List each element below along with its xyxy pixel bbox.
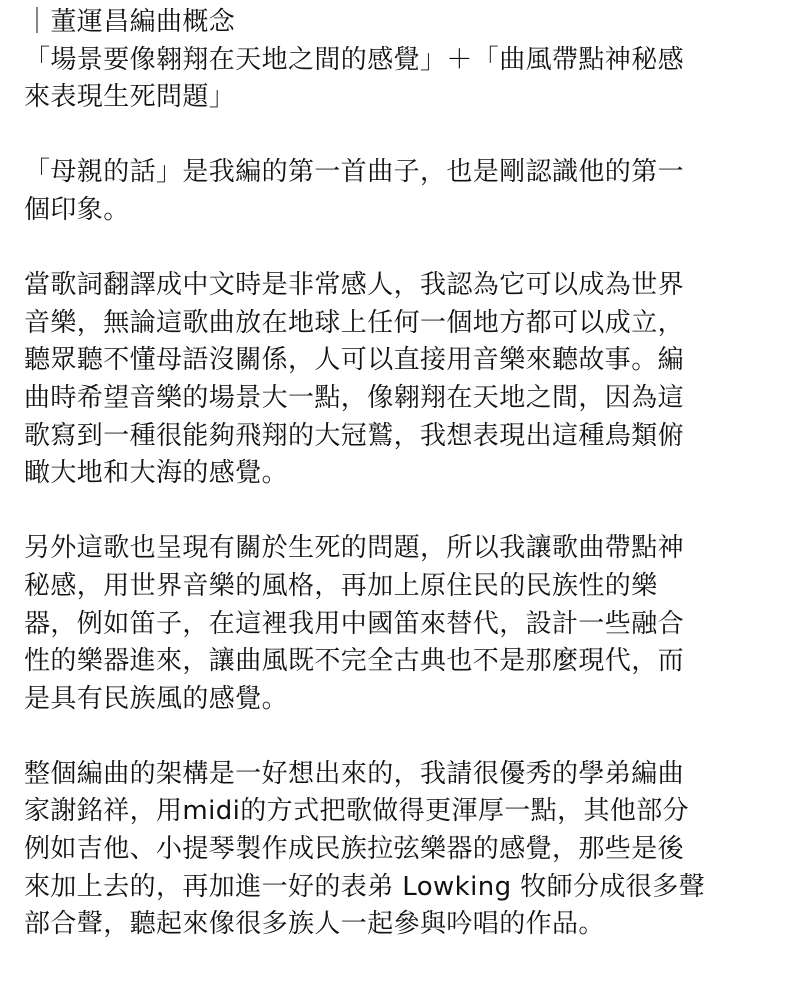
- article: [24, 4, 794, 944]
- paragraph-spacer: [24, 117, 794, 155]
- article-subheading-line: 「場景要像翱翔在天地之間的感覺」＋「曲風帶點神秘感: [24, 44, 685, 75]
- article-subheading-line: 來表現生死問題」: [24, 82, 236, 113]
- paragraph-line: 瞰大地和大海的感覺。: [24, 458, 289, 489]
- paragraph-line: 聽眾聽不懂母語沒關係，人可以直接用音樂來聽故事。編: [24, 345, 685, 376]
- paragraph-line: 「母親的話」是我編的第一首曲子，也是剛認識他的第一: [24, 157, 685, 188]
- paragraph-line: 音樂，無論這歌曲放在地球上任何一個地方都可以成立，: [24, 307, 685, 338]
- paragraph-line: 個印象。: [24, 194, 130, 225]
- article-heading: ｜董運昌編曲概念: [24, 7, 236, 37]
- paragraph-line: 器，例如笛子，在這裡我用中國笛來替代，設計一些融合: [24, 608, 685, 639]
- paragraph-spacer: [24, 493, 794, 531]
- paragraph-line: 另外這歌也呈現有關於生死的問題，所以我讓歌曲帶點神: [24, 533, 685, 564]
- paragraph-spacer: [24, 230, 794, 268]
- paragraph-line: 家謝銘祥，用midi的方式把歌做得更渾厚一點，其他部分: [24, 796, 690, 827]
- paragraph-line: 曲時希望音樂的場景大一點，像翱翔在天地之間，因為這: [24, 382, 685, 413]
- paragraph-line: 部合聲，聽起來像很多族人一起參與吟唱的作品。: [24, 909, 605, 940]
- paragraph-line: 來加上去的，再加進一好的表弟 Lowking 牧師分成很多聲: [24, 871, 705, 902]
- paragraph-spacer: [24, 718, 794, 756]
- paragraph: [24, 267, 794, 493]
- paragraph-line: 例如吉他、小提琴製作成民族拉弦樂器的感覺，那些是後: [24, 834, 685, 865]
- paragraph-line: 當歌詞翻譯成中文時是非常感人，我認為它可以成為世界: [24, 270, 685, 301]
- paragraph-line: 秘感，用世界音樂的風格，再加上原住民的民族性的樂: [24, 570, 658, 601]
- paragraph-line: 整個編曲的架構是一好想出來的，我請很優秀的學弟編曲: [24, 758, 685, 789]
- paragraph-line: 性的樂器進來，讓曲風既不完全古典也不是那麼現代，而: [24, 646, 685, 677]
- paragraph: [24, 530, 794, 718]
- paragraph: [24, 154, 794, 229]
- paragraph-line: 歌寫到一種很能夠飛翔的大冠鷲，我想表現出這種鳥類俯: [24, 420, 685, 451]
- paragraph: [24, 756, 794, 944]
- paragraph-line: 是具有民族風的感覺。: [24, 683, 289, 714]
